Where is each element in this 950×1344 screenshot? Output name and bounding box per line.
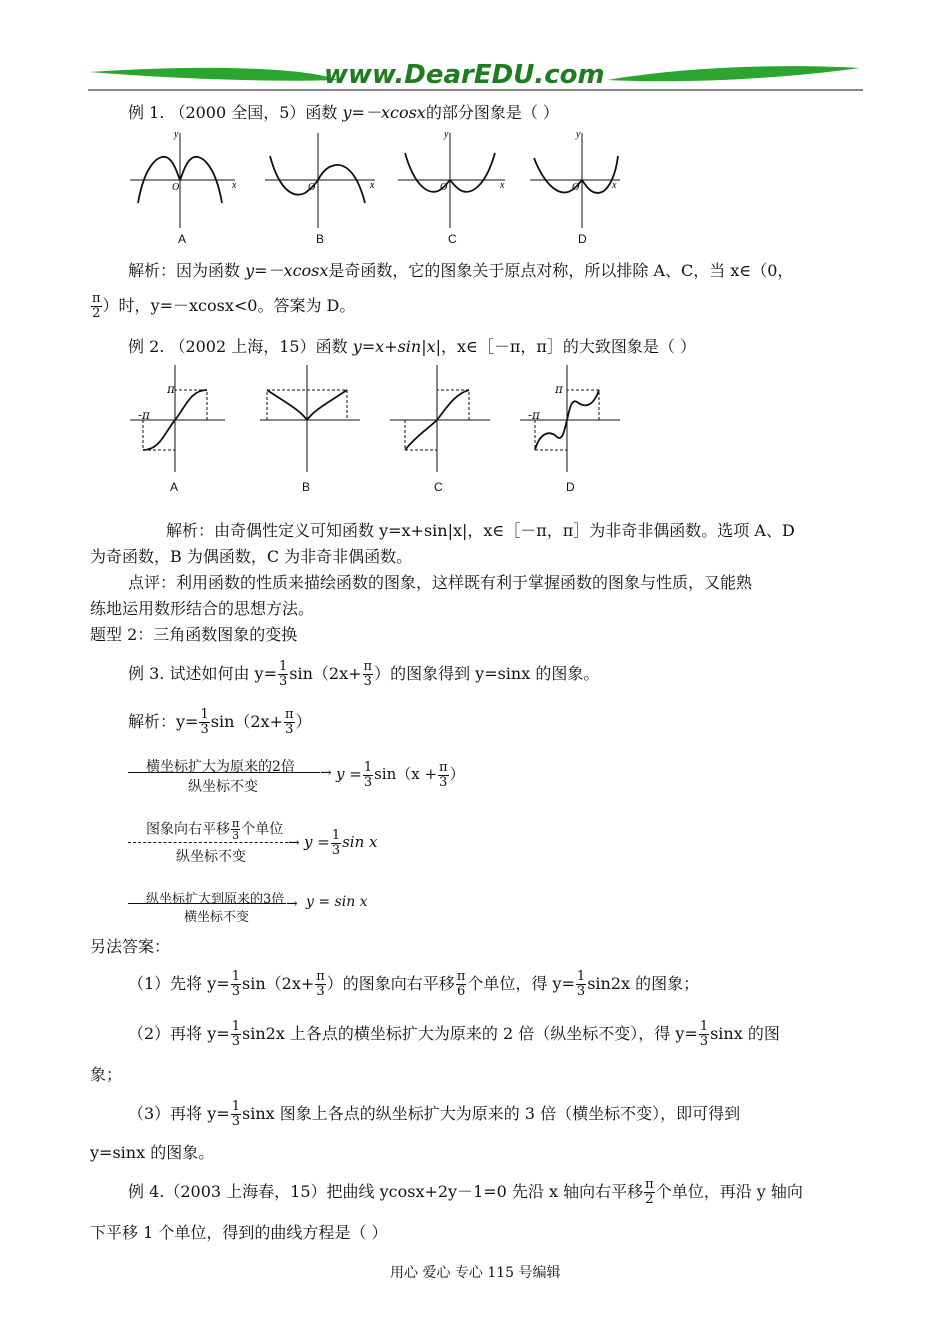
ex2-graph-b — [260, 365, 360, 472]
ex1-graphs — [120, 128, 620, 253]
ex1-option-d[interactable]: D — [578, 232, 587, 246]
ex2-solution-1: 解析：由奇偶性定义可知函数 y=x+sin|x|，x∈［－π，π］为非奇非偶函数。选项 A、D — [166, 521, 795, 540]
ex3-title: 例 3. 试述如何由 y= $\frac{1}{3}$ sin（2x+ $\frac{\pi}{3}$ ）的图象得到 y=sinx 的图象。 — [128, 659, 600, 689]
ex2-tick-pi-a: π — [167, 382, 175, 396]
svg-text:x: x — [500, 180, 505, 191]
ex1-solution-cont: $\frac{\pi}{2}$ ）时，y=－xcosx<0。答案为 D。 — [92, 291, 356, 321]
ex1-option-c[interactable]: C — [448, 232, 457, 246]
ex3-alt-3: （3）再将 y= $\frac{1}{3}$ sinx 图象上各点的纵坐标扩大为原来的 3 倍（横坐标不变），即可得到 — [128, 1099, 741, 1129]
ex2-tick-pi-d: π — [555, 382, 563, 396]
ex3-alt-1: （1）先将 y= $\frac{1}{3}$ sin（2x+ $\frac{\pi}{3}$ ）的图象向右平移 $\frac{\pi}{6}$ 个单位，得 y= $\frac{1}{3}$ sin2x 的图象； — [128, 969, 700, 999]
ex1-graph-c — [398, 129, 505, 228]
svg-text:x: x — [612, 180, 617, 191]
ex1-graph-a — [130, 129, 237, 228]
ex2-tick-negpi-d: -π — [528, 408, 540, 422]
svg-text:O: O — [440, 182, 448, 193]
header-logo: www.DearEDU.com — [324, 60, 605, 90]
svg-text:O: O — [308, 182, 316, 193]
type2-heading: 题型 2：三角函数图象的变换 — [90, 625, 298, 644]
svg-text:y: y — [174, 129, 179, 140]
ex3-alt-2: （2）再将 y= $\frac{1}{3}$ sin2x 上各点的横坐标扩大为原来的 2 倍（纵坐标不变），得 y= $\frac{1}{3}$ sinx 的图 — [128, 1019, 780, 1049]
page-header — [88, 60, 863, 96]
svg-text:x: x — [232, 180, 237, 191]
ex2-option-c[interactable]: C — [434, 480, 443, 494]
svg-text:O: O — [572, 182, 580, 193]
ex2-option-b[interactable]: B — [302, 480, 311, 494]
ex4-line-2: 下平移 1 个单位，得到的曲线方程是（ ） — [90, 1223, 388, 1242]
svg-text:y: y — [444, 129, 449, 140]
ex2-title: 例 2. （2002 上海，15）函数 y=x+sin|x|，x∈［－π，π］的大致图象是（ ） — [128, 337, 697, 356]
ex3-alt-heading: 另法答案： — [90, 937, 171, 956]
ex1-option-b[interactable]: B — [316, 232, 325, 246]
ex3-solution: 解析：y= $\frac{1}{3}$ sin（2x+ $\frac{\pi}{3}$ ） — [128, 707, 312, 737]
page-footer: 用心 爱心 专心 115 号编辑 — [390, 1265, 561, 1281]
ex1-graph-b — [265, 133, 375, 228]
ex2-comment-2: 练地运用数形结合的思想方法。 — [90, 599, 315, 618]
svg-text:x: x — [370, 180, 375, 191]
ex2-option-a[interactable]: A — [170, 480, 179, 494]
ex2-graphs — [125, 362, 635, 477]
ex2-tick-negpi-a: -π — [138, 408, 150, 422]
ex3-alt-2-cont: 象； — [90, 1065, 123, 1084]
svg-text:O: O — [172, 182, 180, 193]
ex1-frac: $\frac{\pi}{2}$ — [92, 291, 101, 321]
ex3-alt-3-cont: y=sinx 的图象。 — [90, 1143, 215, 1162]
ex2-comment-1: 点评：利用函数的性质来描绘函数的图象，这样既有利于掌握函数的图象与性质，又能熟 — [128, 573, 753, 592]
ex2-option-d[interactable]: D — [566, 480, 575, 494]
ex1-graph-d — [530, 129, 620, 228]
svg-text:y: y — [576, 129, 581, 140]
ex2-solution-2: 为奇函数，B 为偶函数，C 为非奇非偶函数。 — [90, 547, 413, 566]
ex1-option-a[interactable]: A — [178, 232, 187, 246]
ex4-line-1: 例 4.（2003 上海春，15）把曲线 ycosx+2y－1=0 先沿 x 轴向右平移 $\frac{\pi}{2}$ 个单位，再沿 y 轴向 — [128, 1177, 803, 1207]
ex1-title: 例 1. （2000 全国，5）函数 y=－xcosx的部分图象是（ ） — [128, 103, 559, 122]
ex1-solution: 解析：因为函数 y=－xcosx是奇函数，它的图象关于原点对称，所以排除 A、C，当 x∈（0， — [128, 261, 794, 280]
ex2-graph-c — [390, 365, 490, 472]
